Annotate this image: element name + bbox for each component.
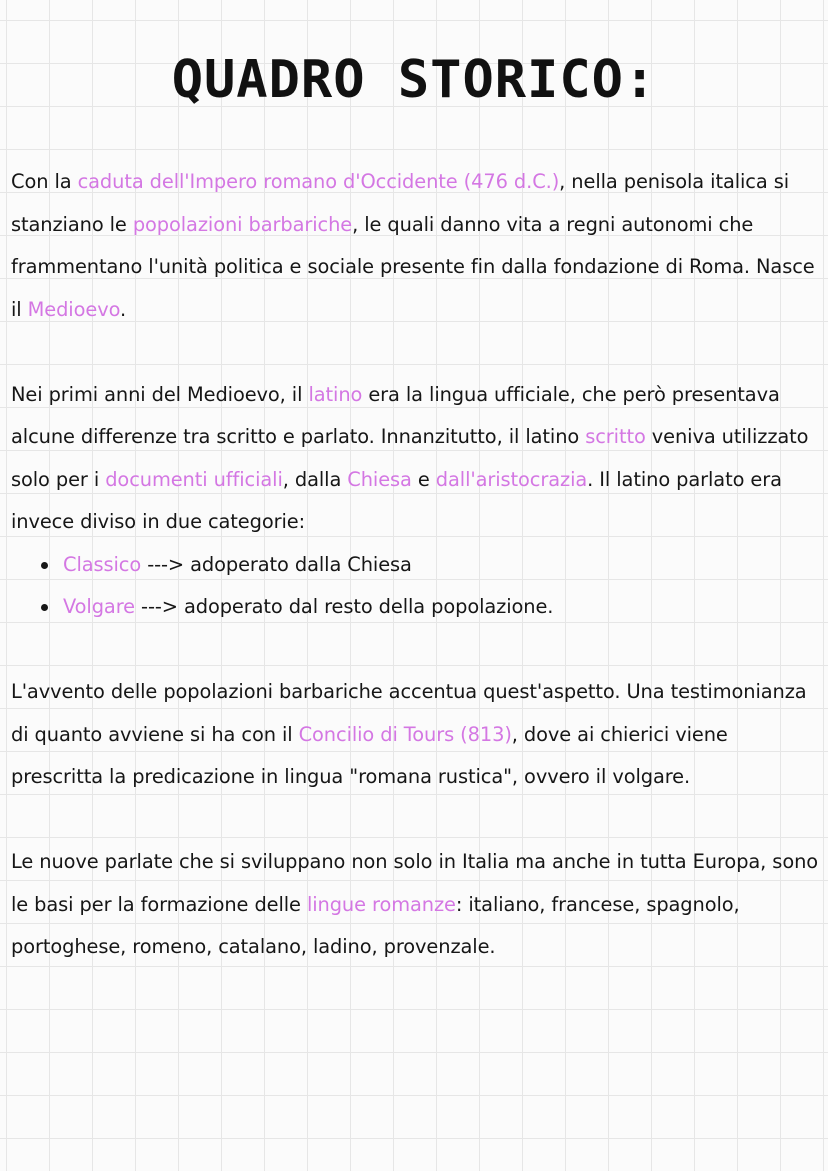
highlight-barbarian-populations: popolazioni barbariche (132, 212, 353, 236)
text-run: e (411, 467, 436, 491)
latin-categories-list (11, 544, 823, 629)
highlight-volgare: Volgare (63, 595, 135, 618)
bullet-dot-icon (41, 562, 48, 569)
highlight-scritto: scritto (585, 425, 646, 448)
list-item (37, 586, 823, 629)
list-item-description: ---> adoperato dal resto della popolazione. (134, 595, 554, 618)
text-run: Con la (11, 170, 78, 193)
highlight-aristocrazia: dall'aristocrazia (435, 467, 588, 491)
highlight-classico: Classico (63, 552, 142, 576)
text-run: , le quali danno vita a regni autonomi che frammentano l'unità politica e sociale presente fin dalla fondazione di Roma. Nasce il (11, 212, 815, 321)
highlight-medioevo: Medioevo (27, 297, 120, 321)
text-run: L'avvento delle popolazioni barbariche accentua quest'aspetto. Una testimonianza di quanto avviene si ha con il (11, 680, 807, 746)
text-run: . Il latino parlato era invece diviso in due categorie: (11, 467, 782, 533)
text-run: : italiano, francese, spagnolo, portoghese, romeno, catalano, ladino, provenzale. (11, 892, 740, 958)
highlight-lingue-romanze: lingue romanze (306, 892, 456, 916)
paragraph-romance-languages (11, 841, 823, 969)
text-run: veniva utilizzato solo per i (11, 425, 809, 491)
highlight-chiesa: Chiesa (347, 467, 412, 491)
list-item-description: ---> adoperato dalla Chiesa (141, 552, 412, 576)
text-run: Le nuove parlate che si sviluppano non solo in Italia ma anche in tutta Europa, sono le basi per la formazione delle (11, 850, 819, 916)
paragraph-latin (11, 374, 823, 544)
text-run: Nei primi anni del Medioevo, il (11, 382, 309, 406)
page-title: QUADRO STORICO: (171, 50, 657, 110)
highlight-concilio-di-tours: Concilio di Tours (813) (298, 722, 512, 746)
highlight-fall-of-empire: caduta dell'Impero romano d'Occidente (476 d.C.) (77, 170, 560, 193)
text-run: , nella penisola italica si stanziano le (11, 170, 789, 236)
text-run: era la lingua ufficiale, che però presentava alcune differenze tra scritto e parlato. Innanzitutto, il latino (11, 382, 780, 448)
highlight-documenti-ufficiali: documenti ufficiali (105, 467, 283, 491)
document-body (11, 161, 823, 969)
text-run: , dove ai chierici viene prescritta la predicazione in lingua "romana rustica", ovvero il volgare. (11, 722, 728, 788)
bullet-dot-icon (41, 604, 48, 611)
paragraph-fall-of-empire (11, 161, 823, 331)
paragraph-council-of-tours (11, 671, 823, 799)
list-item (37, 544, 823, 587)
text-run: . (120, 297, 127, 321)
text-run: , dalla (282, 467, 348, 491)
highlight-latino: latino (308, 382, 363, 406)
